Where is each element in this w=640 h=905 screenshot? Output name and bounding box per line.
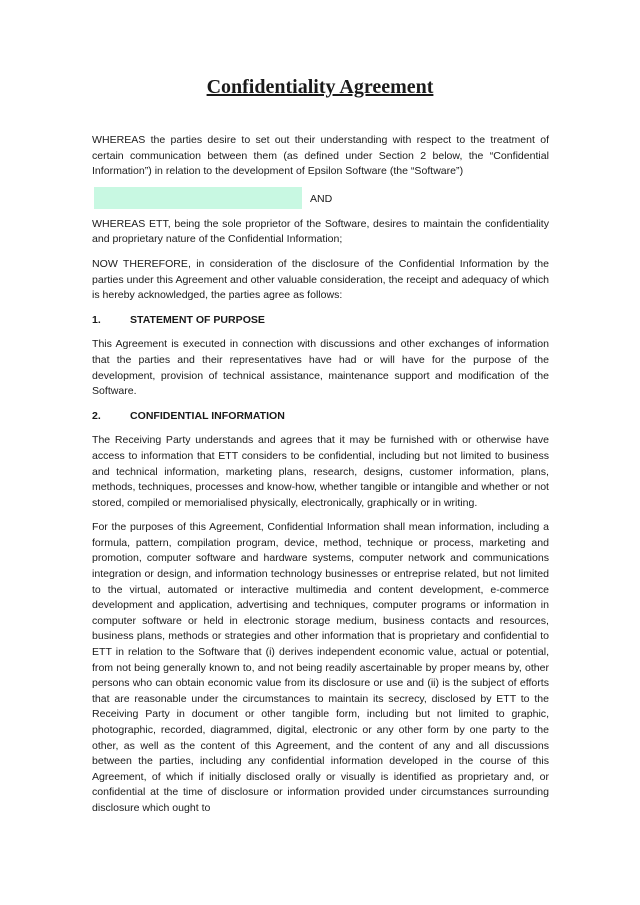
party-name-field[interactable] bbox=[94, 187, 302, 209]
section-heading bbox=[92, 313, 549, 329]
section-heading bbox=[92, 409, 549, 425]
section-number: 1. bbox=[92, 313, 101, 326]
section-title: CONFIDENTIAL INFORMATION bbox=[130, 409, 285, 422]
recital-paragraph: NOW THEREFORE, in consideration of the disclosure of the Confidential Information by the parties under this Agreement and other valuable consideration, the receipt and adequacy of which is hereby acknowledged, the parties agree as follows: bbox=[92, 257, 549, 302]
party-connector: AND bbox=[310, 192, 333, 205]
document-body bbox=[92, 133, 549, 826]
party-row bbox=[92, 188, 549, 210]
recital-paragraph: WHEREAS the parties desire to set out their understanding with respect to the treatment of certain communication between them (as defined under Section 2 below, the “Confidential Information”) in relation to the development of Epsilon Software (the “Software”) bbox=[92, 134, 549, 178]
document-title: Confidentiality Agreement bbox=[206, 76, 434, 98]
section-number: 2. bbox=[92, 409, 101, 422]
section-paragraph: For the purposes of this Agreement, Confidential Information shall mean information, including a formula, pattern, compilation program, device, method, technique or process, marketing and promotion, computer software and hardware systems, computer network and communications integration or design, and information technology businesses or entreprise related, but not limited to the virtual, automated or interactive multimedia and content development, e-commerce development and application, advertising and techniques, computer programs or information in computer software or held in electronic storage medium, business contacts and resources, business plans, methods or strategies and other information that is proprietary and confidential to ETT in relation to the Software that (i) derives independent economic value, actual or potential, from not being generally known to, and not being readily ascertainable by proper means by, other persons who can obtain economic value from its disclosure or use and (ii) is the subject of efforts that are reasonable under the circumstances to maintain its secrecy, disclosed by ETT to the Receiving Party in document or other tangible form, including but not limited to graphic, photographic, recorded, diagrammed, digital, electronic or any other form by one party to the other, as well as the content of this Agreement, and the content of any and all discussions between the parties, including any confidential information developed in the course of this Agreement, of which if initially disclosed orally or visually is identified as proprietary and, or confidential at the time of disclosure or information provided under circumstances surrounding disclosure which ought to bbox=[92, 521, 549, 814]
recital-paragraph: WHEREAS ETT, being the sole proprietor of the Software, desires to maintain the confidentiality and proprietary nature of the Confidential Information; bbox=[92, 217, 549, 246]
section-paragraph: This Agreement is executed in connection with discussions and other exchanges of information that the parties and their representatives have had or will have for the purpose of the development, provision of technical assistance, maintenance support and modification of the Software. bbox=[92, 338, 549, 398]
section-paragraph: The Receiving Party understands and agrees that it may be furnished with or otherwise have access to information that ETT considers to be confidential, including but not limited to business and technical information, marketing plans, research, designs, customer information, plans, methods, techniques, processes and know-how, whether tangible or intangible and whether or not stored, compiled or memorialised physically, electronically, graphically or in writing. bbox=[92, 434, 549, 509]
section-title: STATEMENT OF PURPOSE bbox=[130, 313, 265, 326]
